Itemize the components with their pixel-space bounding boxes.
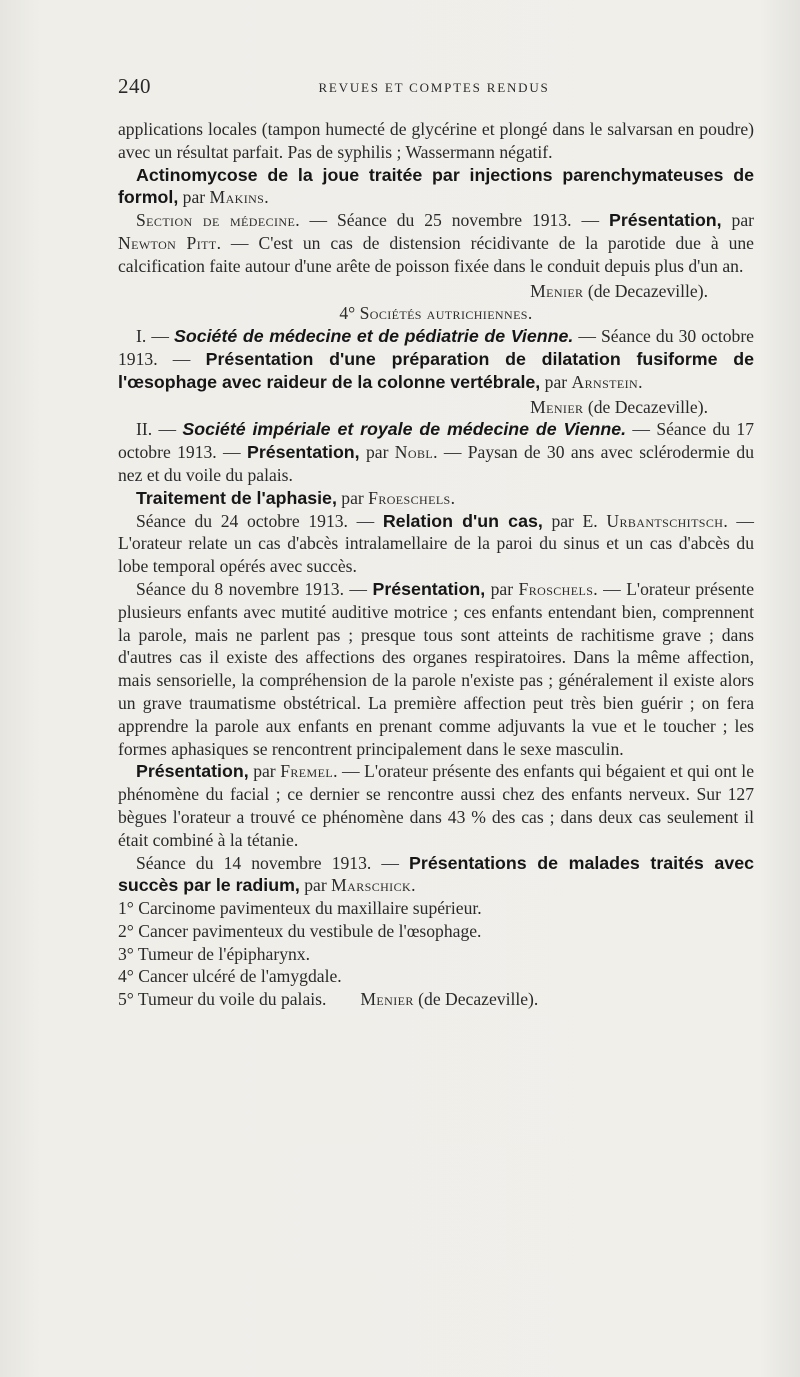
par-text: par	[248, 761, 281, 782]
par-text: par	[359, 442, 395, 463]
author-name: Fremel	[280, 761, 334, 782]
par-text: par	[721, 210, 754, 231]
article-title: Actinomycose de la joue traitée par injections parenchymateuses de formol,	[118, 164, 754, 208]
author-name: Froeschels	[368, 487, 451, 508]
paragraph-societe-imperiale	[118, 418, 754, 486]
author-name: Froschels	[518, 578, 594, 599]
paragraph-begaiement	[118, 760, 754, 851]
par-text: par	[540, 371, 572, 392]
signature	[118, 280, 754, 303]
session-date: Séance du 24 octobre 1913. —	[136, 510, 383, 531]
article-title: Présentation,	[372, 578, 486, 599]
article-title: Présentation,	[246, 442, 360, 463]
par-text: par	[485, 578, 519, 599]
author-name: Arnstein	[571, 371, 639, 392]
list-item-text: 5° Tumeur du voile du palais.	[118, 989, 327, 1010]
signature-place: (de Decazeville).	[413, 989, 539, 1010]
page-body	[118, 118, 754, 1011]
roman-numeral: II. —	[136, 419, 183, 440]
paragraph-mutite	[118, 578, 754, 760]
author-name: Urbantschitsch	[606, 510, 724, 531]
author-name: Newton Pitt	[118, 232, 217, 253]
paragraph-text: . — L'orateur présente des enfants qui bégaient et qui ont le phénomène du facial ; ce dernier se rencontre aussi chez des enfants nerveux. Sur 127 bègues l'orateur a trouvé ce phénomène dans 43 % des cas ; dans deux cas seulement il était combiné à la tétanie.	[118, 761, 754, 850]
punctuation: .	[264, 187, 269, 208]
par-text: par E.	[542, 510, 607, 531]
signature-place: (de Decazeville).	[583, 396, 708, 417]
signature-place: (de Decazeville).	[583, 280, 708, 301]
list-item: 3° Tumeur de l'épipharynx.	[118, 943, 310, 964]
roman-numeral: I. —	[136, 326, 174, 347]
session-date: Séance du 8 novembre 1913. —	[136, 578, 373, 599]
society-name: Société impériale et royale de médecine de Vienne.	[182, 419, 627, 440]
society-name: Société de médecine et de pédiatrie de Vienne.	[174, 326, 574, 347]
author-name: Marschick	[331, 875, 412, 896]
paragraph-relation-cas	[118, 510, 754, 578]
running-title: REVUES ET COMPTES RENDUS	[318, 80, 550, 95]
article-title: Relation d'un cas,	[382, 510, 543, 531]
list-item: 2° Cancer pavimenteux du vestibule de l'œsophage.	[118, 920, 482, 941]
section-heading	[118, 302, 754, 325]
article-title: Présentation,	[136, 761, 249, 782]
punctuation: .	[411, 875, 416, 896]
section-name: Section de médecine	[136, 210, 296, 231]
page-number: 240	[118, 74, 151, 98]
list-item: 4° Cancer ulcéré de l'amygdale.	[118, 966, 342, 987]
session-date: — Séance du 30 octobre 1913. —	[118, 326, 754, 369]
paragraph-text: . — Paysan de 30 ans avec sclérodermie du nez et du voile du palais.	[118, 442, 754, 485]
par-text: par	[336, 487, 369, 508]
par-text: par	[299, 875, 332, 896]
article-title: Présentations de malades traités avec succès par le radium,	[118, 852, 754, 896]
session-date: — Séance du 17 octobre 1913. —	[118, 419, 754, 463]
article-title: Présentation,	[608, 210, 722, 231]
list-item: 1° Carcinome pavimenteux du maxillaire supérieur.	[118, 898, 482, 919]
author-name: Nobl	[394, 442, 434, 463]
signature	[118, 396, 754, 419]
paragraph-aphasie	[118, 487, 754, 510]
section-title: Sociétés autrichiennes.	[359, 303, 533, 324]
paragraph-text: . — C'est un cas de distension récidivante de la parotide due à une calcification faite autour d'une arête de poisson fixée dans le conduit depuis plus d'un an.	[118, 232, 754, 276]
paragraph-radium	[118, 852, 754, 898]
paragraph-section-medecine	[118, 209, 754, 277]
paragraph-societe-pediatrie	[118, 325, 754, 393]
punctuation: .	[450, 487, 456, 508]
paragraph-text: . — L'orateur relate un cas d'abcès intralamellaire de la paroi du sinus et un cas d'abcès du lobe temporal opérés avec succès.	[118, 510, 754, 577]
author-name: Makins	[209, 187, 265, 208]
paragraph-continuation: applications locales (tampon humecté de glycérine et plongé dans le salvarsan en poudre) avec un résultat parfait. Pas de syphilis ; Wassermann négatif.	[118, 119, 754, 162]
session-date: . — Séance du 25 novembre 1913. —	[295, 210, 609, 231]
section-number: 4°	[339, 303, 360, 324]
article-title: Traitement de l'aphasie,	[136, 487, 337, 508]
session-date: Séance du 14 novembre 1913. —	[136, 852, 410, 873]
page-header	[118, 74, 750, 104]
signature-name: Menier	[530, 396, 584, 417]
par-text: par	[178, 187, 210, 208]
punctuation: .	[638, 371, 643, 392]
paragraph-actinomycose	[118, 164, 754, 210]
signature-name: Menier	[530, 280, 584, 301]
list-item-last	[118, 988, 754, 1011]
article-title: Présentation d'une préparation de dilatation fusiforme de l'œsophage avec raideur de la colonne vertébrale,	[118, 348, 754, 392]
paragraph-text: . — L'orateur présente plusieurs enfants avec mutité auditive motrice ; ces enfants entendant bien, comprennent la parole, mais ne parlent pas ; presque tous sont atteints de rachitisme grave ; dans d'autres cas il existe des affections des organes respiratoires. Dans la même affection, mais sensorielle, la compréhension de la parole n'existe pas ; généralement il existe alors un grave traumatisme obstétrical. La première affection peut très bien guérir ; on fera apprendre la parole aux enfants en prenant comme adjuvants la vue et le toucher ; les formes aphasiques se rencontrent principalement dans le sexe masculin.	[118, 578, 754, 759]
signature-name: Menier	[360, 989, 414, 1010]
